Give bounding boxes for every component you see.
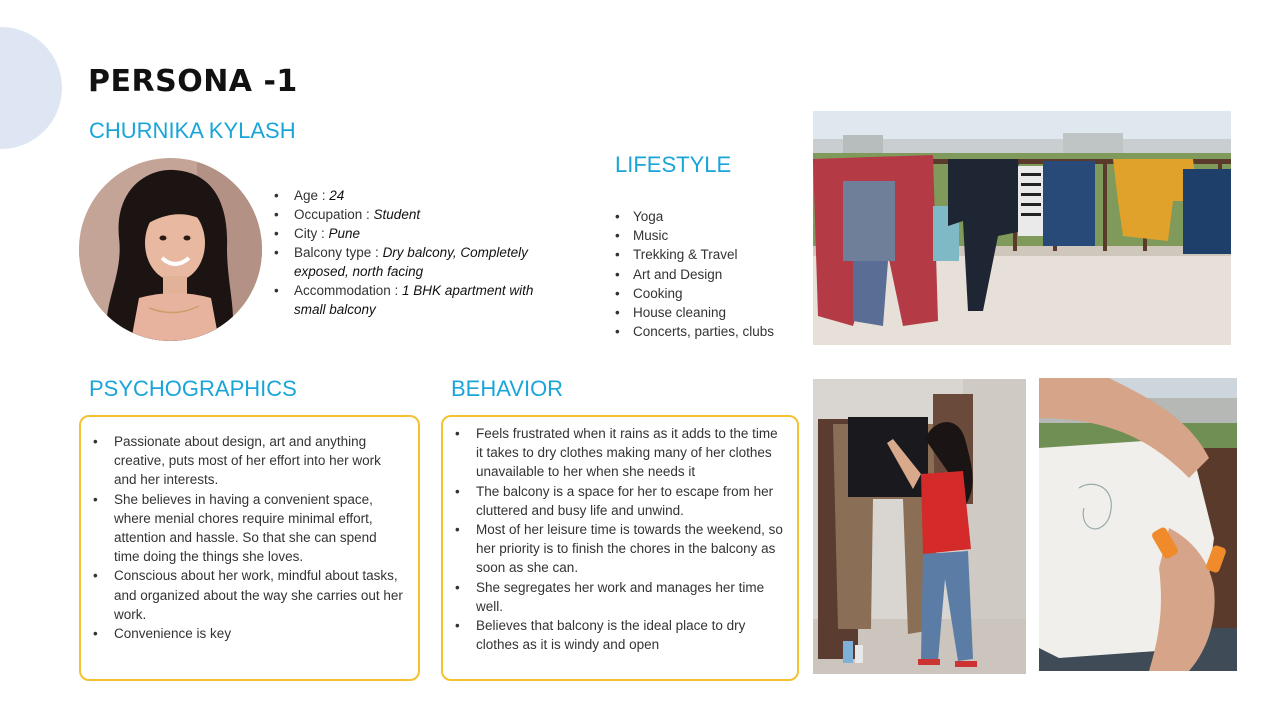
- detail-value: Student: [373, 207, 421, 222]
- behavior-list: [443, 417, 797, 654]
- detail-age: [270, 186, 560, 205]
- detail-balcony-type: [270, 243, 560, 281]
- behavior-item: • Believes that balcony is the ideal place to dry clothes as it is windy and open: [451, 616, 785, 654]
- lifestyle-heading: LIFESTYLE: [615, 152, 732, 177]
- detail-accommodation: [270, 281, 560, 319]
- detail-label: Occupation :: [294, 207, 374, 222]
- page-title: PERSONA -1: [88, 64, 298, 99]
- psychographics-list: [81, 417, 418, 643]
- hanging-clothes-photo: [813, 379, 1026, 674]
- psychographics-heading: PSYCHOGRAPHICS: [89, 376, 297, 401]
- lifestyle-list: [611, 207, 811, 341]
- psychographics-item: • Passionate about design, art and anything creative, puts most of her effort into her work and her interests.: [89, 432, 404, 490]
- avatar: [79, 158, 262, 341]
- balcony-clothes-photo: [813, 111, 1231, 345]
- detail-city: [270, 224, 560, 243]
- detail-label: Balcony type :: [294, 245, 383, 260]
- psychographics-item: • Conscious about her work, mindful about tasks, and organized about the way she carries out her work.: [89, 566, 404, 624]
- behavior-item: • The balcony is a space for her to escape from her cluttered and busy life and unwind.: [451, 482, 785, 520]
- behavior-item: • She segregates her work and manages her time well.: [451, 578, 785, 616]
- lifestyle-item: • Cooking: [611, 284, 811, 303]
- lifestyle-item: • Yoga: [611, 207, 811, 226]
- lifestyle-item: • Art and Design: [611, 265, 811, 284]
- behavior-box: [441, 415, 799, 681]
- detail-value: Pune: [328, 226, 361, 241]
- behavior-item: • Feels frustrated when it rains as it adds to the time it takes to dry clothes making many of her clothes unavailable to her when she needs it: [451, 424, 785, 482]
- lifestyle-item: • Concerts, parties, clubs: [611, 322, 811, 341]
- detail-label: City :: [294, 226, 329, 241]
- detail-label: Accommodation :: [294, 283, 403, 298]
- psychographics-item: • Convenience is key: [89, 624, 404, 643]
- persona-details-list: [270, 186, 560, 319]
- decorative-circle: [0, 27, 62, 149]
- clipping-cloth-photo: [1039, 378, 1237, 671]
- lifestyle-item: • Music: [611, 226, 811, 245]
- persona-name: CHURNIKA KYLASH: [89, 118, 296, 143]
- detail-value: Dry balcony, Completely exposed, north facing: [294, 245, 528, 279]
- detail-label: Age :: [294, 188, 330, 203]
- portrait-illustration: [79, 158, 262, 341]
- detail-occupation: [270, 205, 560, 224]
- psychographics-item: • She believes in having a convenient space, where menial chores require minimal effort, attention and hassle. So that she can spend time doing the things she loves.: [89, 490, 404, 567]
- psychographics-box: [79, 415, 420, 681]
- detail-value: 24: [329, 188, 345, 203]
- behavior-heading: BEHAVIOR: [451, 376, 564, 401]
- detail-value: 1 BHK apartment with small balcony: [294, 283, 534, 317]
- lifestyle-item: • Trekking & Travel: [611, 245, 811, 264]
- lifestyle-item: • House cleaning: [611, 303, 811, 322]
- behavior-item: • Most of her leisure time is towards the weekend, so her priority is to finish the chores in the balcony as soon as she can.: [451, 520, 785, 578]
